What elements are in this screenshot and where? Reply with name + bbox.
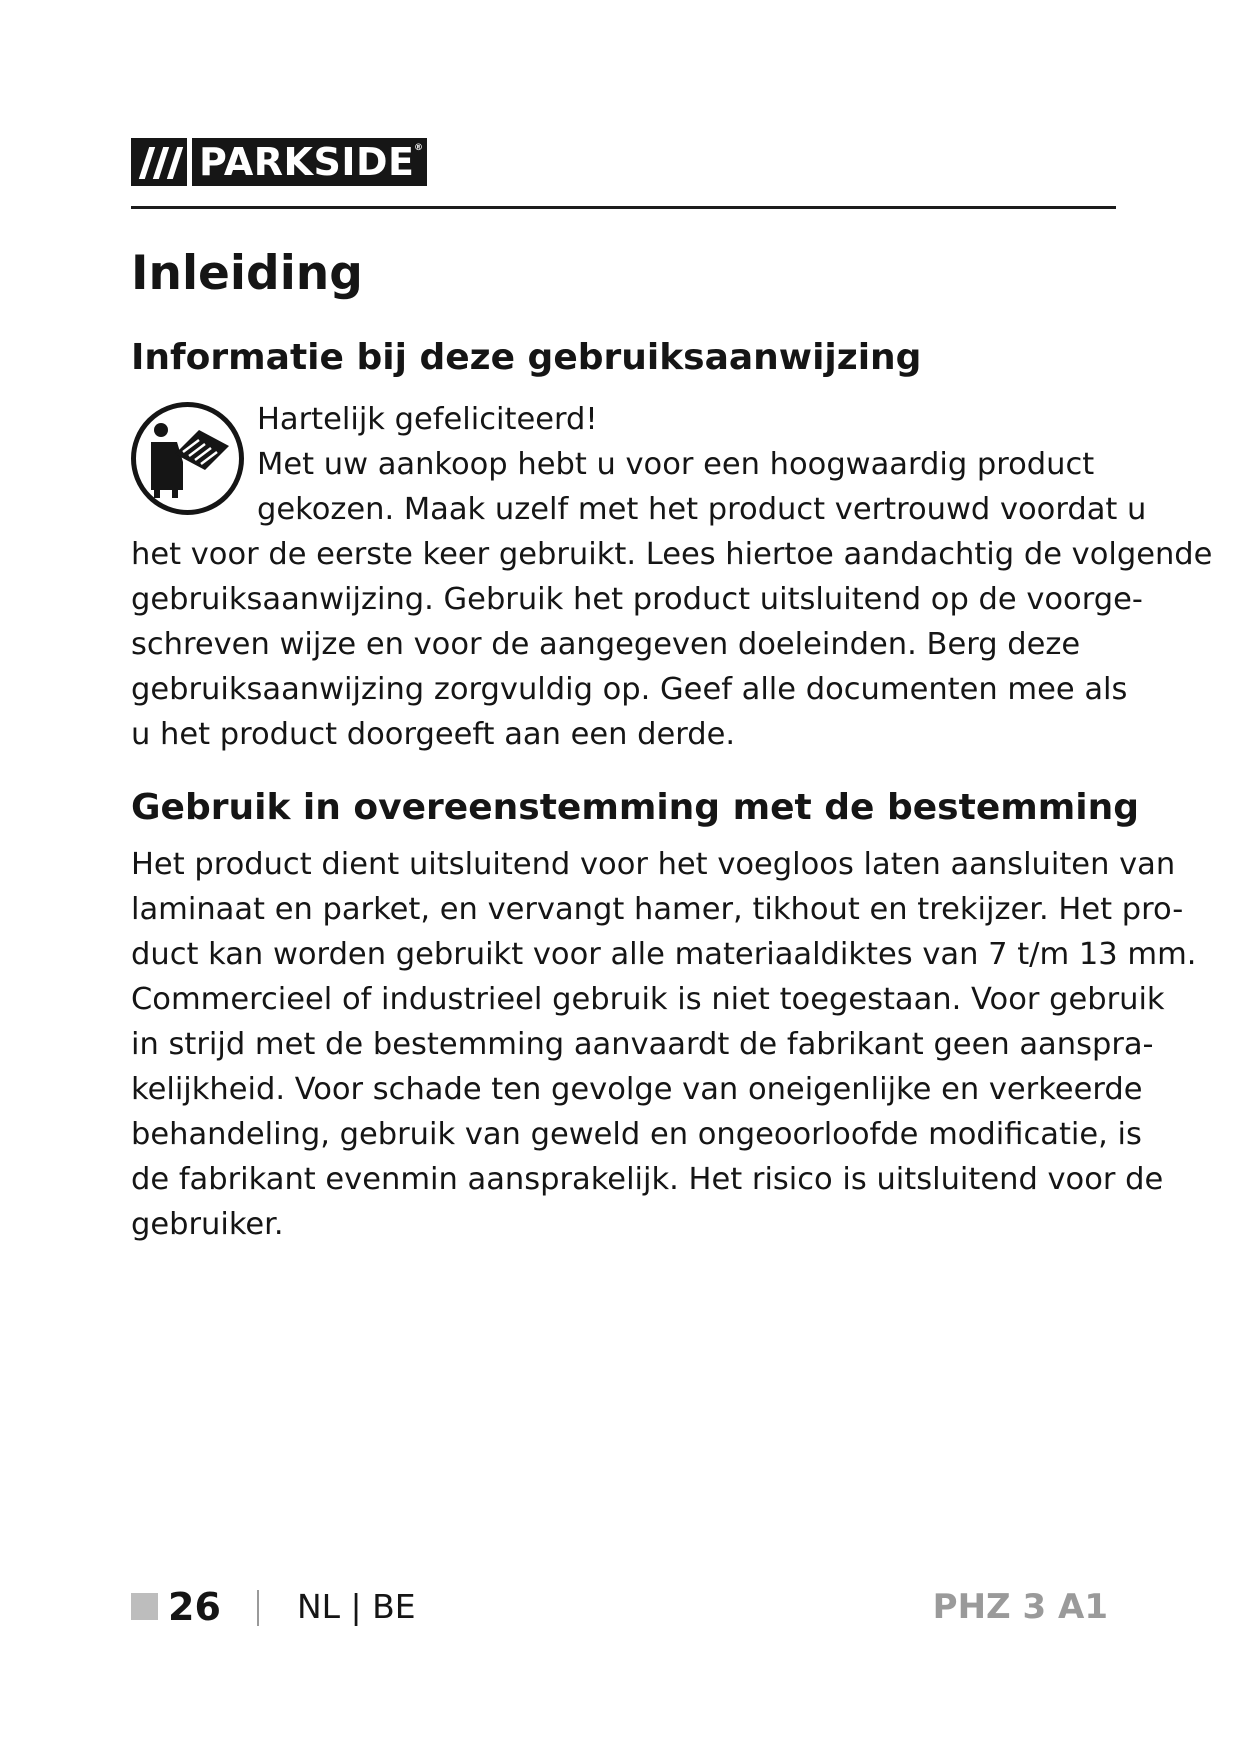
- model-label: PHZ 3 A1: [932, 1587, 1108, 1627]
- logo-wordmark: [192, 138, 427, 186]
- text-line: gebruiker.: [131, 1207, 284, 1242]
- text-line: het voor de eerste keer gebruikt. Lees hiertoe aandachtig de volgende: [131, 537, 1213, 572]
- text-line: gekozen. Maak uzelf met het product vertrouwd voordat u: [257, 492, 1147, 527]
- page-marker: [131, 1593, 158, 1620]
- text-line: duct kan worden gebruikt voor alle materiaaldiktes van 7 t/m 13 mm.: [131, 937, 1197, 972]
- text-line: schreven wijze en voor de aangegeven doeleinden. Berg deze: [131, 627, 1081, 662]
- text-line: Hartelijk gefeliciteerd!: [257, 402, 598, 437]
- page-number: 26: [168, 1585, 221, 1629]
- header-divider: [131, 206, 1116, 209]
- intro-text-beside-icon: [257, 397, 1146, 532]
- text-line: behandeling, gebruik van geweld en ongeoorloofde modificatie, is: [131, 1117, 1142, 1152]
- intended-use-text: [131, 842, 1197, 1247]
- text-line: Commercieel of industrieel gebruik is niet toegestaan. Voor gebruik: [131, 982, 1165, 1017]
- text-line: u het product doorgeeft aan een derde.: [131, 717, 736, 752]
- section-heading-intended-use: Gebruik in overeenstemming met de bestemming: [131, 787, 1139, 828]
- page-title: Inleiding: [131, 246, 363, 301]
- brand-name: PARKSIDE: [199, 140, 415, 184]
- read-manual-icon: [131, 402, 244, 515]
- registered-mark: ®: [414, 143, 424, 153]
- text-line: de fabrikant evenmin aansprakelijk. Het risico is uitsluitend voor de: [131, 1162, 1164, 1197]
- parkside-logo: [131, 138, 427, 186]
- text-line: Met uw aankoop hebt u voor een hoogwaardig product: [257, 447, 1095, 482]
- page-footer: [131, 1582, 1116, 1632]
- text-line: in strijd met de bestemming aanvaardt de fabrikant geen aanspra-: [131, 1027, 1154, 1062]
- language-label: NL | BE: [297, 1587, 416, 1626]
- section-heading-info: Informatie bij deze gebruiksaanwijzing: [131, 337, 922, 378]
- intro-text: [131, 532, 1212, 757]
- text-line: gebruiksaanwijzing. Gebruik het product uitsluitend op de voorge-: [131, 582, 1143, 617]
- logo-slashes-graphic: [131, 138, 187, 186]
- text-line: gebruiksaanwijzing zorgvuldig op. Geef alle documenten mee als: [131, 672, 1128, 707]
- text-line: laminaat en parket, en vervangt hamer, tikhout en trekijzer. Het pro-: [131, 892, 1184, 927]
- text-line: kelijkheid. Voor schade ten gevolge van oneigenlijke en verkeerde: [131, 1072, 1143, 1107]
- text-line: Het product dient uitsluitend voor het voegloos laten aansluiten van: [131, 847, 1176, 882]
- footer-divider: [257, 1590, 259, 1626]
